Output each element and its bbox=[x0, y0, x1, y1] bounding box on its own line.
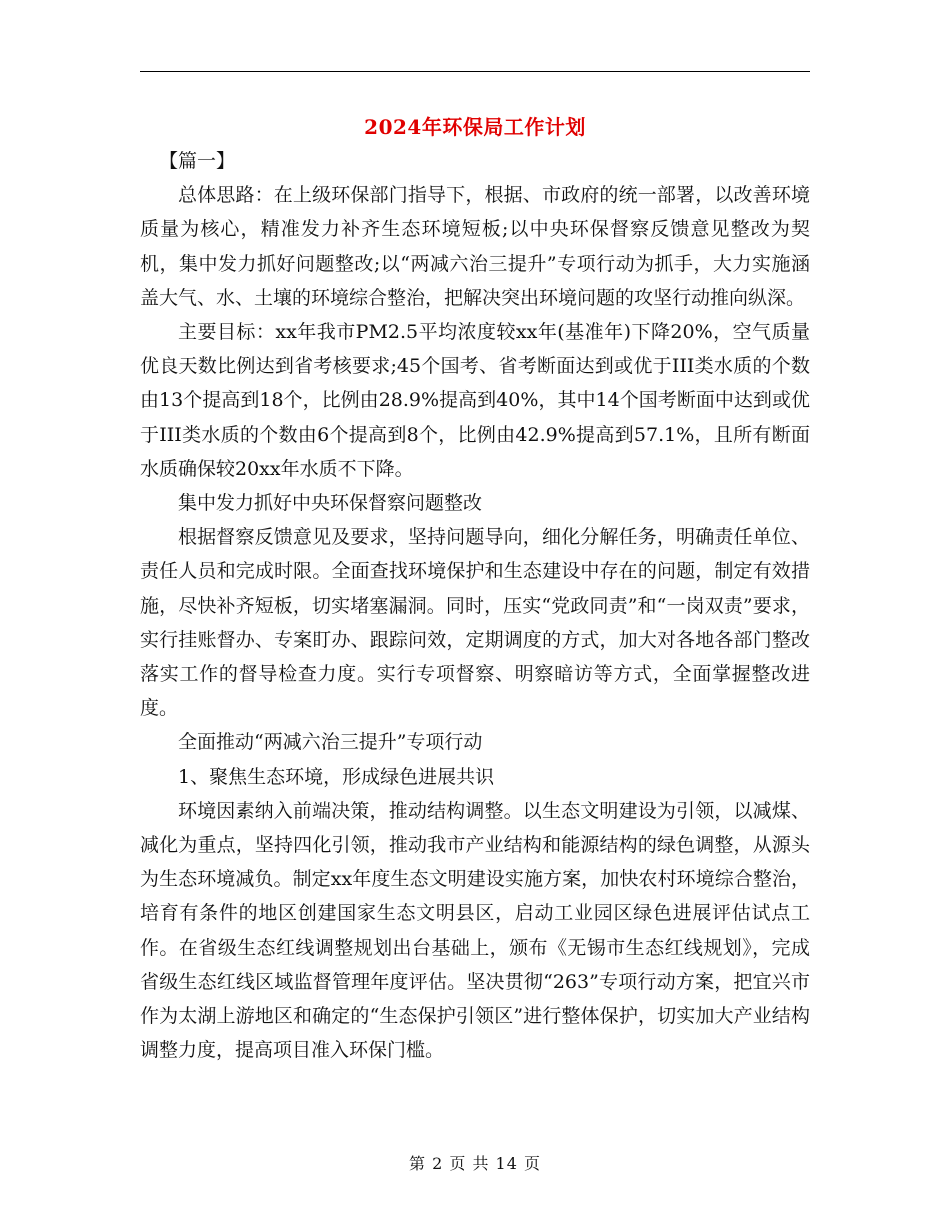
header-rule bbox=[140, 71, 810, 72]
document-title: 2024年环保局工作计划 bbox=[364, 115, 586, 139]
paragraph-inspection-rectification: 根据督察反馈意见及要求，坚持问题导向，细化分解任务，明确责任单位、责任人员和完成时限。全面查找环境保护和生态建设中存在的问题，制定有效措施，尽快补齐短板，切实堵塞漏洞。同时，压实“党政同责”和“一岗双责”要求，实行挂账督办、专案盯办、跟踪问效，定期调度的方式，加大对各地各部门整改落实工作的督导检查力度。实行专项督察、明察暗访等方式，全面掌握整改进度。 bbox=[140, 526, 810, 720]
paragraph-main-targets: 主要目标：xx年我市PM2.5平均浓度较xx年(基准年)下降20%，空气质量优良天数比例达到省考核要求;45个国考、省考断面达到或优于III类水质的个数由13个提高到18个，比例由28.9%提高到40%，其中14个国考断面中达到或优于III类水质的个数由6个提高到8个，比例由42.9%提高到57.1%，且所有断面水质确保较20xx年水质不下降。 bbox=[140, 321, 810, 480]
paragraph-structural-adjustment: 环境因素纳入前端决策，推动结构调整。以生态文明建设为引领，以减煤、减化为重点，坚持四化引领，推动我市产业结构和能源结构的绿色调整，从源头为生态环境减负。制定xx年度生态文明建设实施方案，加快农村环境综合整治，培育有条件的地区创建国家生态文明县区，启动工业园区绿色进展评估试点工作。在省级生态红线调整规划出台基础上，颁布《无锡市生态红线规划》，完成省级生态红线区域监督管理年度评估。坚决贯彻“263”专项行动方案，把宜兴市作为太湖上游地区和确定的“生态保护引领区”进行整体保护，切实加大产业结构调整力度，提高项目准入环保门槛。 bbox=[140, 799, 810, 1062]
subheading-inspection-rectification: 集中发力抓好中央环保督察问题整改 bbox=[178, 492, 483, 515]
subheading-item-1: 1、聚焦生态环境，形成绿色进展共识 bbox=[178, 765, 495, 788]
paragraph-overall-approach: 总体思路：在上级环保部门指导下，根据、市政府的统一部署，以改善环境质量为核心，精准发力补齐生态环境短板;以中央环保督察反馈意见整改为契机，集中发力抓好问题整改;以“两减六治三提升”专项行动为抓手，大力实施涵盖大气、水、土壤的环境综合整治，把解决突出环境问题的攻坚行动推向纵深。 bbox=[140, 184, 810, 309]
page-footer: 第 2 页 共 14 页 bbox=[409, 1154, 541, 1173]
subheading-special-action: 全面推动“两减六治三提升”专项行动 bbox=[178, 731, 483, 754]
section-label: 【篇一】 bbox=[159, 150, 236, 172]
document-body bbox=[140, 144, 810, 1067]
